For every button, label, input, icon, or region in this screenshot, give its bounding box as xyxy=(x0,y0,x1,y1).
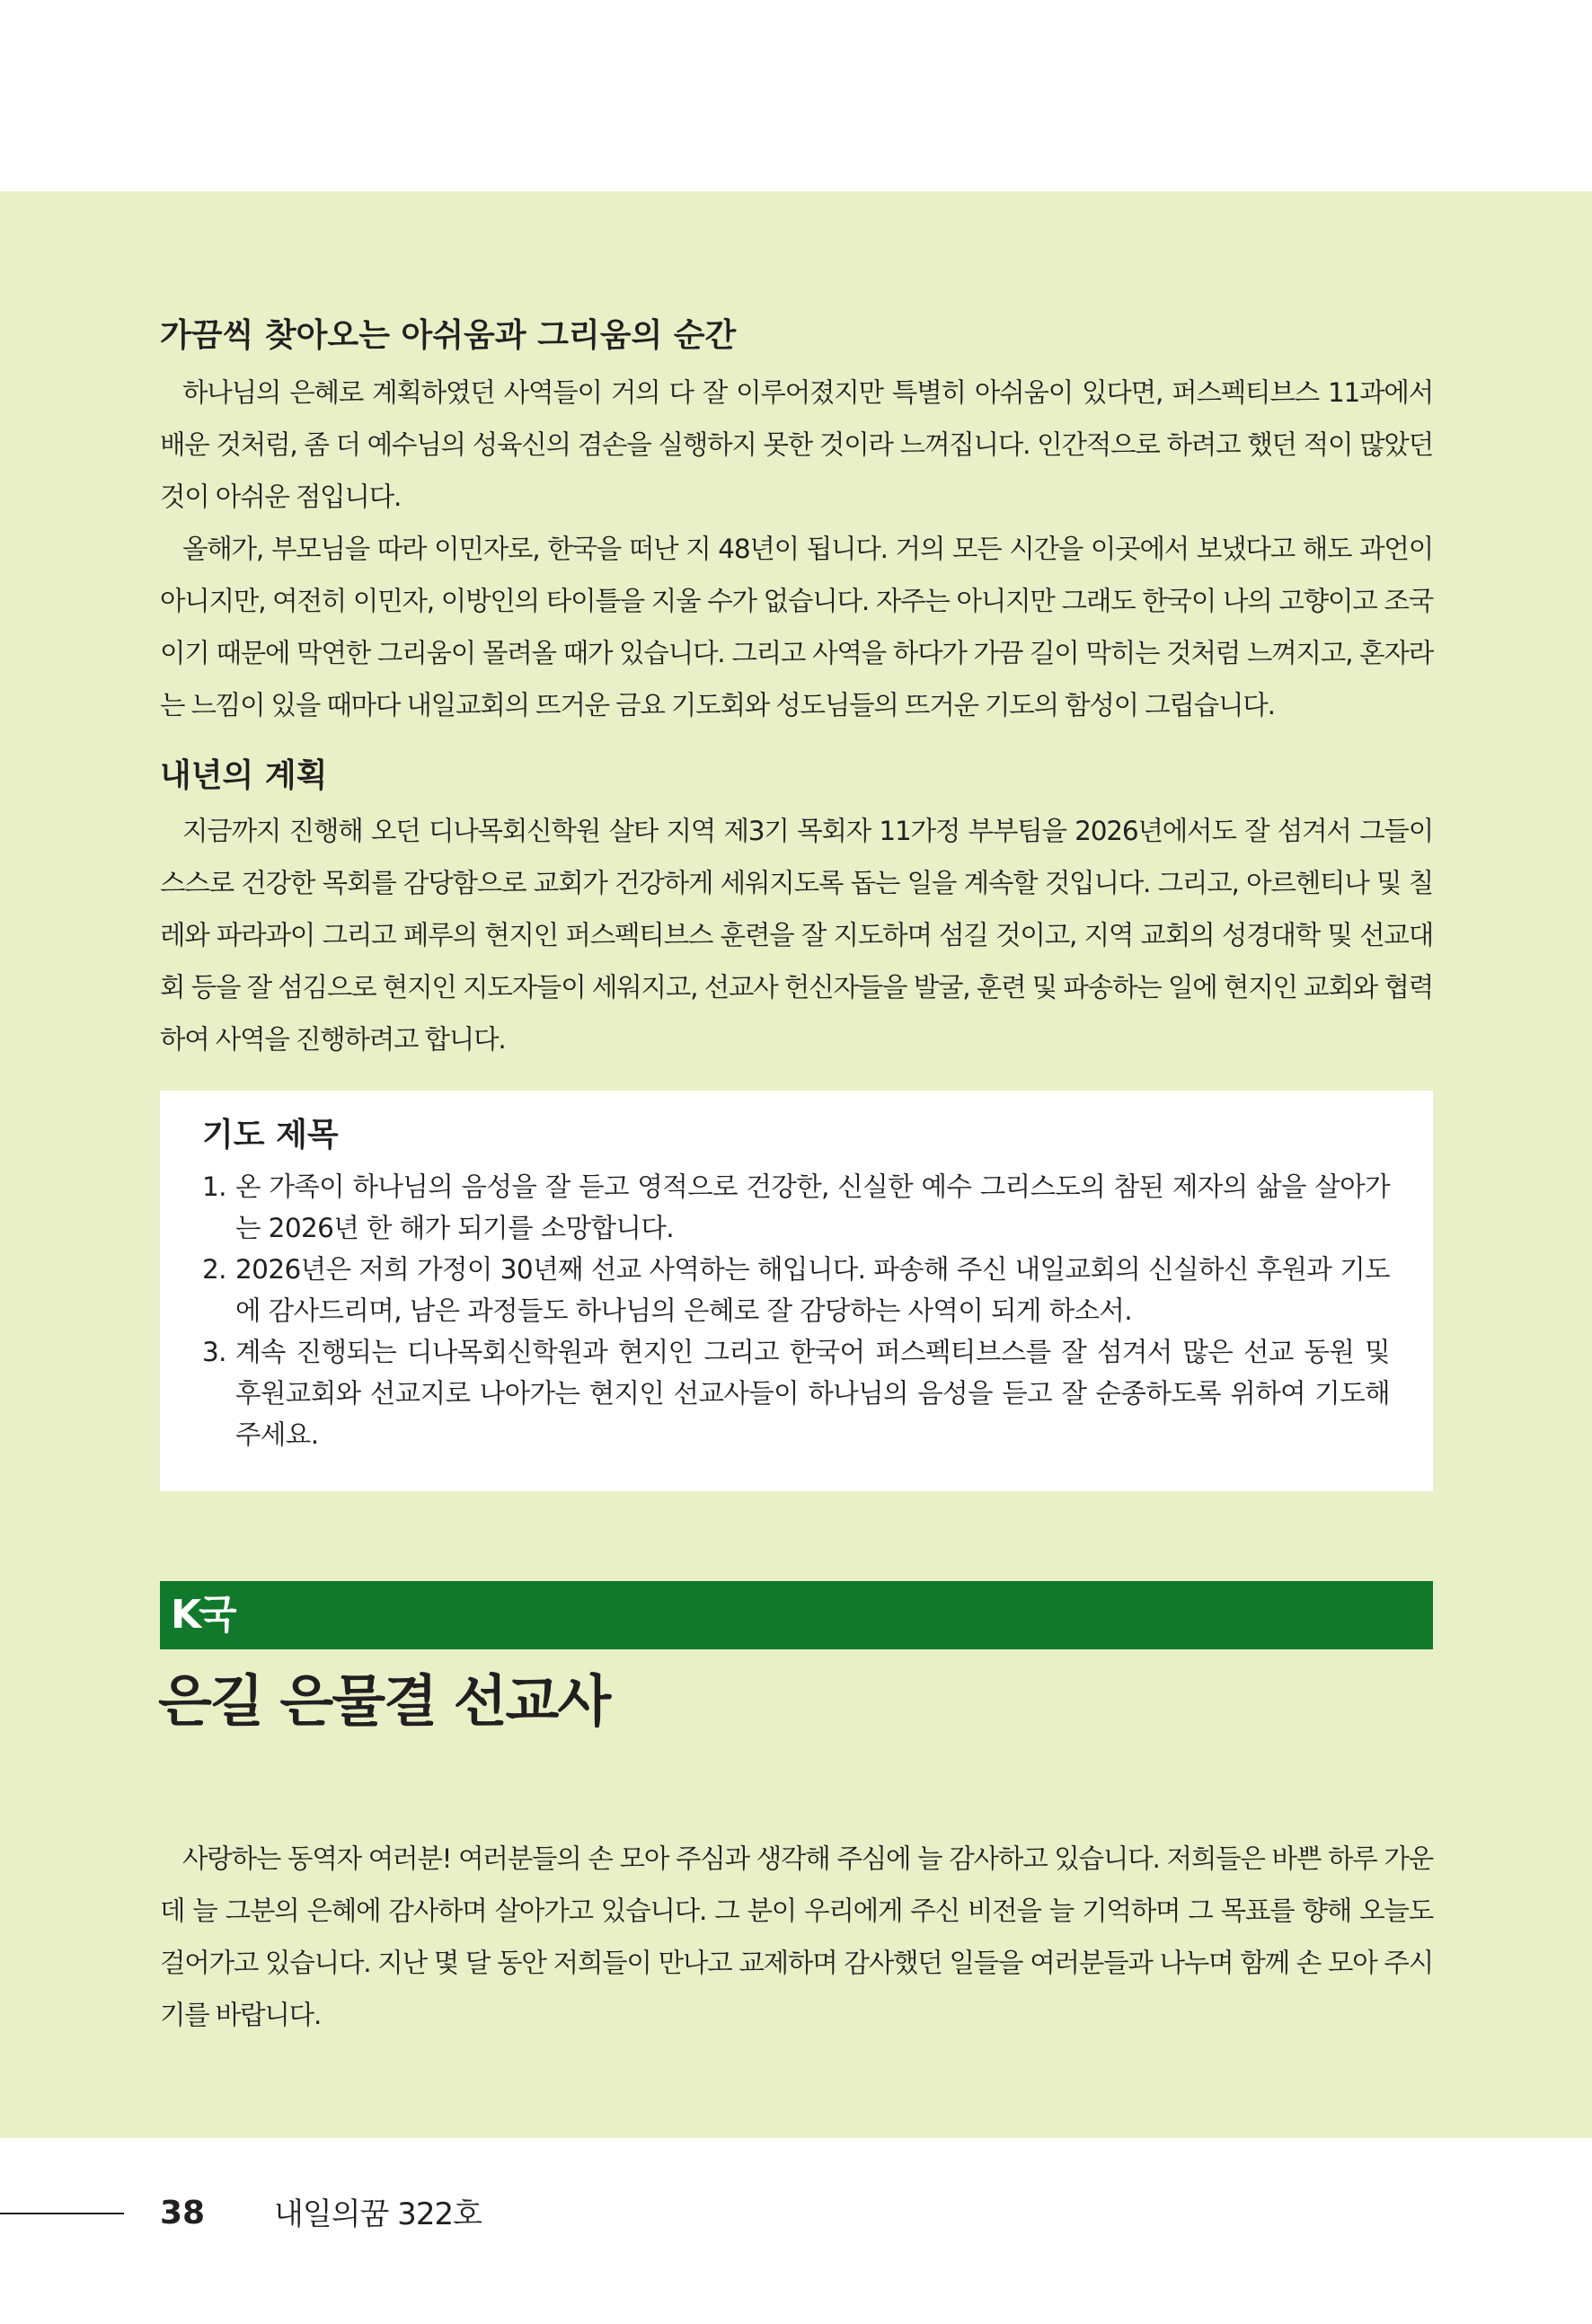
prayer-box xyxy=(160,1091,1433,1491)
prayer-item-text: 온 가족이 하나님의 음성을 잘 듣고 영적으로 건강한, 신실한 예수 그리스도의 참된 제자의 삶을 살아가는 2026년 한 해가 되기를 소망합니다. xyxy=(235,1171,1390,1243)
prayer-list xyxy=(202,1166,1390,1455)
section-heading-regret: 가끔씩 찾아오는 아쉬움과 그리움의 순간 xyxy=(160,317,737,354)
paragraph-next-year: 지금까지 진행해 오던 디나목회신학원 살타 지역 제3기 목회자 11가정 부부팀을 2026년에서도 잘 섬겨서 그들이 스스로 건강한 목회를 감당함으로 교회가 건강하게 세워지도록 돕는 일을 계속할 것입니다. 그리고, 아르헨티나 및 칠레와 파라과이 그리고 페루의 현지인 퍼스펙티브스 훈련을 잘 지도하며 섬길 것이고, 지역 교회의 성경대학 및 선교대회 등을 잘 섬김으로 현지인 지도자들이 세워지고, 선교사 헌신자들을 발굴, 훈련 및 파송하는 일에 현지인 교회와 협력하여 사역을 진행하려고 합니다. xyxy=(160,816,1433,1055)
prayer-item-text: 2026년은 저희 가정이 30년째 선교 사역하는 해입니다. 파송해 주신 내일교회의 신실하신 후원과 기도에 감사드리며, 남은 과정들도 하나님의 은혜로 잘 감당하는 사역이 되게 하소서. xyxy=(235,1254,1390,1326)
article-body: 사랑하는 동역자 여러분! 여러분들의 손 모아 주심과 생각해 주심에 늘 감사하고 있습니다. 저희들은 바쁜 하루 가운데 늘 그분의 은혜에 감사하며 살아가고 있습니다. 그 분이 우리에게 주신 비전을 늘 기억하며 그 목표를 향해 오늘도 걸어가고 있습니다. 지난 몇 달 동안 저희들이 만나고 교제하며 감사했던 일들을 여러분들과 나누며 함께 손 모아 주시기를 바랍니다. xyxy=(160,1843,1433,2030)
footer-rule xyxy=(0,2213,124,2214)
prayer-item-text: 계속 진행되는 디나목회신학원과 현지인 그리고 한국어 퍼스펙티브스를 잘 섬겨서 많은 선교 동원 및 후원교회와 선교지로 나아가는 현지인 선교사들이 하나님의 음성을 듣고 잘 순종하도록 위하여 기도해 주세요. xyxy=(235,1337,1390,1450)
country-banner xyxy=(160,1581,1433,1649)
country-label: K국 xyxy=(171,1592,234,1638)
prayer-item xyxy=(202,1249,1390,1331)
paragraph-regret-1: 하나님의 은혜로 계획하였던 사역들이 거의 다 잘 이루어졌지만 특별히 아쉬움이 있다면, 퍼스펙티브스 11과에서 배운 것처럼, 좀 더 예수님의 성육신의 겸손을 실행하지 못한 것이라 느껴집니다. 인간적으로 하려고 했던 적이 많았던 것이 아쉬운 점입니다. xyxy=(160,377,1433,512)
prayer-title: 기도 제목 xyxy=(202,1117,339,1153)
publication-name: 내일의꿈 322호 xyxy=(274,2196,482,2232)
page-number: 38 xyxy=(160,2195,206,2231)
paragraph-regret-2: 올해가, 부모님을 따라 이민자로, 한국을 떠난 지 48년이 됩니다. 거의 모든 시간을 이곳에서 보냈다고 해도 과언이 아니지만, 여전히 이민자, 이방인의 타이틀을 지울 수가 없습니다. 자주는 아니지만 그래도 한국이 나의 고향이고 조국이기 때문에 막연한 그리움이 몰려올 때가 있습니다. 그리고 사역을 하다가 가끔 길이 막히는 것처럼 느껴지고, 혼자라는 느낌이 있을 때마다 내일교회의 뜨거운 금요 기도회와 성도님들의 뜨거운 기도의 함성이 그립습니다. xyxy=(160,534,1433,720)
prayer-item-number: 1. xyxy=(202,1171,226,1202)
section-heading-next-year: 내년의 계획 xyxy=(160,757,328,794)
article-title: 은길 은물결 선교사 xyxy=(158,1668,610,1734)
prayer-item-number: 3. xyxy=(202,1337,226,1367)
prayer-item-number: 2. xyxy=(202,1254,226,1285)
prayer-item xyxy=(202,1166,1390,1249)
prayer-item xyxy=(202,1331,1390,1455)
